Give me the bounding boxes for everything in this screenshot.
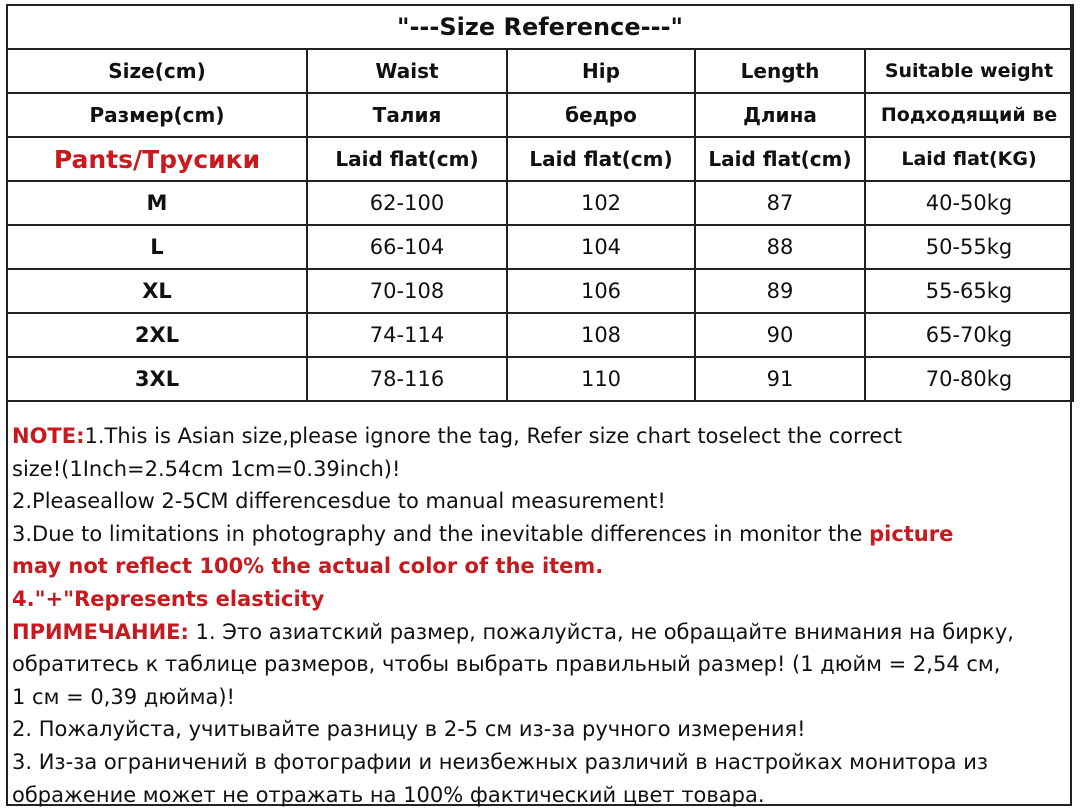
header-row-units [7, 137, 1073, 181]
title-row [7, 5, 1073, 49]
waist-cell: 74-114 [307, 313, 507, 357]
size-cell: XL [7, 269, 307, 313]
header-cell: Подходящий ве [865, 93, 1073, 137]
hip-cell: 110 [507, 357, 695, 401]
header-row-ru [7, 93, 1073, 137]
header-row-en [7, 49, 1073, 93]
header-cell: Талия [307, 93, 507, 137]
size-chart [6, 4, 1072, 806]
table-row [7, 225, 1073, 269]
note-label: NOTE: [12, 424, 85, 448]
header-cell: Размер(cm) [7, 93, 307, 137]
ru-note-label: ПРИМЕЧАНИЕ: [12, 619, 189, 644]
note-line: may not reflect 100% the actual color of the item. [12, 554, 604, 579]
note-highlight: picture [869, 521, 954, 546]
header-cell: Laid flat(cm) [507, 137, 695, 181]
weight-cell: 50-55kg [865, 225, 1073, 269]
header-cell: Laid flat(cm) [695, 137, 865, 181]
weight-cell: 40-50kg [865, 181, 1073, 225]
header-cell: Size(cm) [7, 49, 307, 93]
note-line: 1 см = 0,39 дюйма)! [12, 684, 235, 709]
note-text: 1. Это азиатский размер, пожалуйста, не обращайте внимания на бирку, [188, 619, 1014, 644]
note-line [12, 420, 1068, 453]
length-cell: 88 [695, 225, 865, 269]
size-cell: 2XL [7, 313, 307, 357]
header-cell: Длина [695, 93, 865, 137]
note-line: 3. Из-за ограничений в фотографии и неизбежных различий в настройках монитора из [12, 749, 989, 774]
note-line [12, 616, 1068, 649]
weight-cell: 65-70kg [865, 313, 1073, 357]
waist-cell: 70-108 [307, 269, 507, 313]
table-row [7, 357, 1073, 401]
hip-cell: 106 [507, 269, 695, 313]
size-cell: 3XL [7, 357, 307, 401]
table-title: "---Size Reference---" [7, 5, 1073, 49]
pants-label: Pants/Трусики [7, 137, 307, 181]
note-line [12, 518, 1068, 551]
header-cell: Laid flat(KG) [865, 137, 1073, 181]
length-cell: 89 [695, 269, 865, 313]
size-table [6, 4, 1074, 402]
size-cell: L [7, 225, 307, 269]
weight-cell: 55-65kg [865, 269, 1073, 313]
note-text: 3.Due to limitations in photography and the inevitable differences in monitor the [12, 521, 870, 546]
note-text: 1.This is Asian size,please ignore the tag, Refer size chart toselect the correct [84, 424, 903, 448]
length-cell: 87 [695, 181, 865, 225]
length-cell: 91 [695, 357, 865, 401]
header-cell: Laid flat(cm) [307, 137, 507, 181]
note-line: size!(1Inch=2.54cm 1cm=0.39inch)! [12, 456, 401, 481]
waist-cell: 78-116 [307, 357, 507, 401]
table-row [7, 313, 1073, 357]
header-cell: Suitable weight [865, 49, 1073, 93]
note-line: 2.Pleaseallow 2-5CM differencesdue to manual measurement! [12, 489, 666, 514]
header-cell: Length [695, 49, 865, 93]
note-line: 4."+"Represents elasticity [12, 586, 325, 611]
notes-block [12, 420, 1068, 811]
hip-cell: 104 [507, 225, 695, 269]
waist-cell: 66-104 [307, 225, 507, 269]
note-line: ображение может не отражать на 100% фактический цвет товара. [12, 782, 765, 807]
hip-cell: 108 [507, 313, 695, 357]
waist-cell: 62-100 [307, 181, 507, 225]
table-row [7, 269, 1073, 313]
length-cell: 90 [695, 313, 865, 357]
header-cell: Waist [307, 49, 507, 93]
weight-cell: 70-80kg [865, 357, 1073, 401]
note-line: обратитесь к таблице размеров, чтобы выбрать правильный размер! (1 дюйм = 2,54 см, [12, 652, 1001, 677]
table-row [7, 181, 1073, 225]
header-cell: Hip [507, 49, 695, 93]
note-line: 2. Пожалуйста, учитывайте разницу в 2-5 см из-за ручного измерения! [12, 717, 806, 742]
hip-cell: 102 [507, 181, 695, 225]
header-cell: бедро [507, 93, 695, 137]
size-cell: M [7, 181, 307, 225]
